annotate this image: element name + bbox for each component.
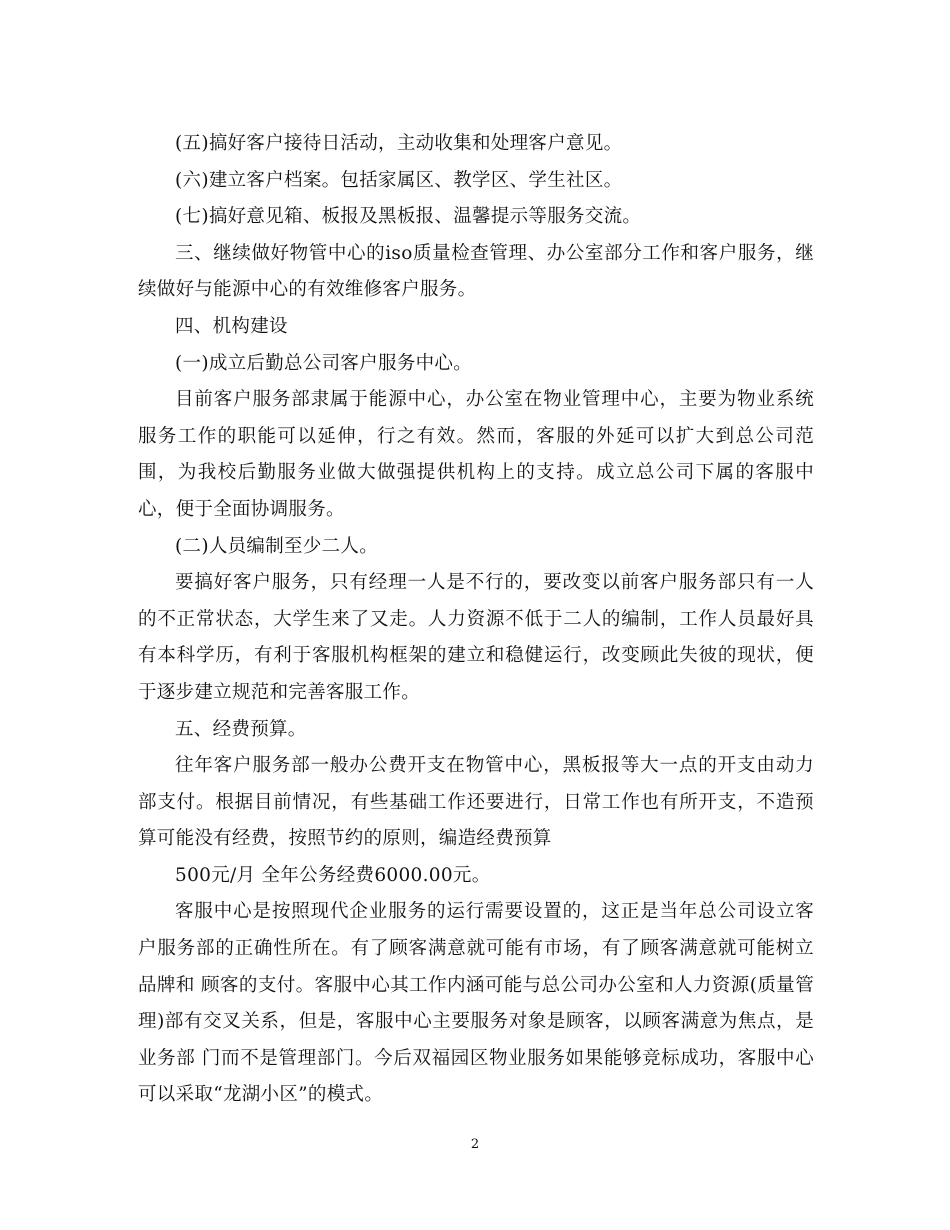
closing-paragraph: 客服中心是按照现代企业服务的运行需要设置的，这正是当年总公司设立客户服务部的正确性所在。有了顾客满意就可能有市场，有了顾客满意就可能树立品牌和 顾客的支付。客服中心其工作内涵可能与总公司办公室和人力资源(质量管理)部有交叉关系，但是，客服中心主要服务对象是顾客，以顾客满意为焦点，是业务部 门而不是管理部门。今后双福园区物业服务如果能够竞标成功，客服中心可以采取“龙湖小区”的模式。 [138,901,814,1106]
section-three-paragraph: 三、继续做好物管中心的iso质量检查管理、办公室部分工作和客户服务，继续做好与能源中心的有效维修客户服务。 [138,242,814,301]
subsection-two-heading: (二)人员编制至少二人。 [175,535,379,557]
section-four-heading: 四、机构建设 [175,315,288,337]
section-five-heading: 五、经费预算。 [175,718,307,740]
paragraph-item-6: (六)建立客户档案。包括家属区、教学区、学生社区。 [175,169,623,191]
paragraph-item-5: (五)搞好客户接待日活动，主动收集和处理客户意见。 [175,133,623,154]
budget-paragraph: 往年客户服务部一般办公费开支在物管中心，黑板报等大一点的开支由动力部支付。根据目前情况，有些基础工作还要进行，日常工作也有所开支，不造预算可能没有经费，按照节约的原则，编造经费预算 [138,755,814,850]
paragraph-item-7: (七)搞好意见箱、板报及黑板报、温馨提示等服务交流。 [175,206,642,228]
subsection-one-heading: (一)成立后勤总公司客户服务中心。 [175,352,473,374]
document-body [138,126,814,1114]
page-number: 2 [470,1137,480,1152]
subsection-two-body: 要搞好客户服务，只有经理一人是不行的，要改变以前客户服务部只有一人的不正常状态，大学生来了又走。人力资源不低于二人的编制，工作人员最好具有本科学历，有利于客服机构框架的建立和稳健运行，改变顾此失彼的现状，便于逐步建立规范和完善客服工作。 [138,572,814,703]
budget-amount-line: 500元/月 全年公务经费6000.00元。 [175,864,491,886]
subsection-one-body: 目前客户服务部隶属于能源中心，办公室在物业管理中心，主要为物业系统服务工作的职能可以延伸，行之有效。然而，客服的外延可以扩大到总公司范围，为我校后勤服务业做大做强提供机构上的支持。成立总公司下属的客服中心，便于全面协调服务。 [138,389,814,520]
